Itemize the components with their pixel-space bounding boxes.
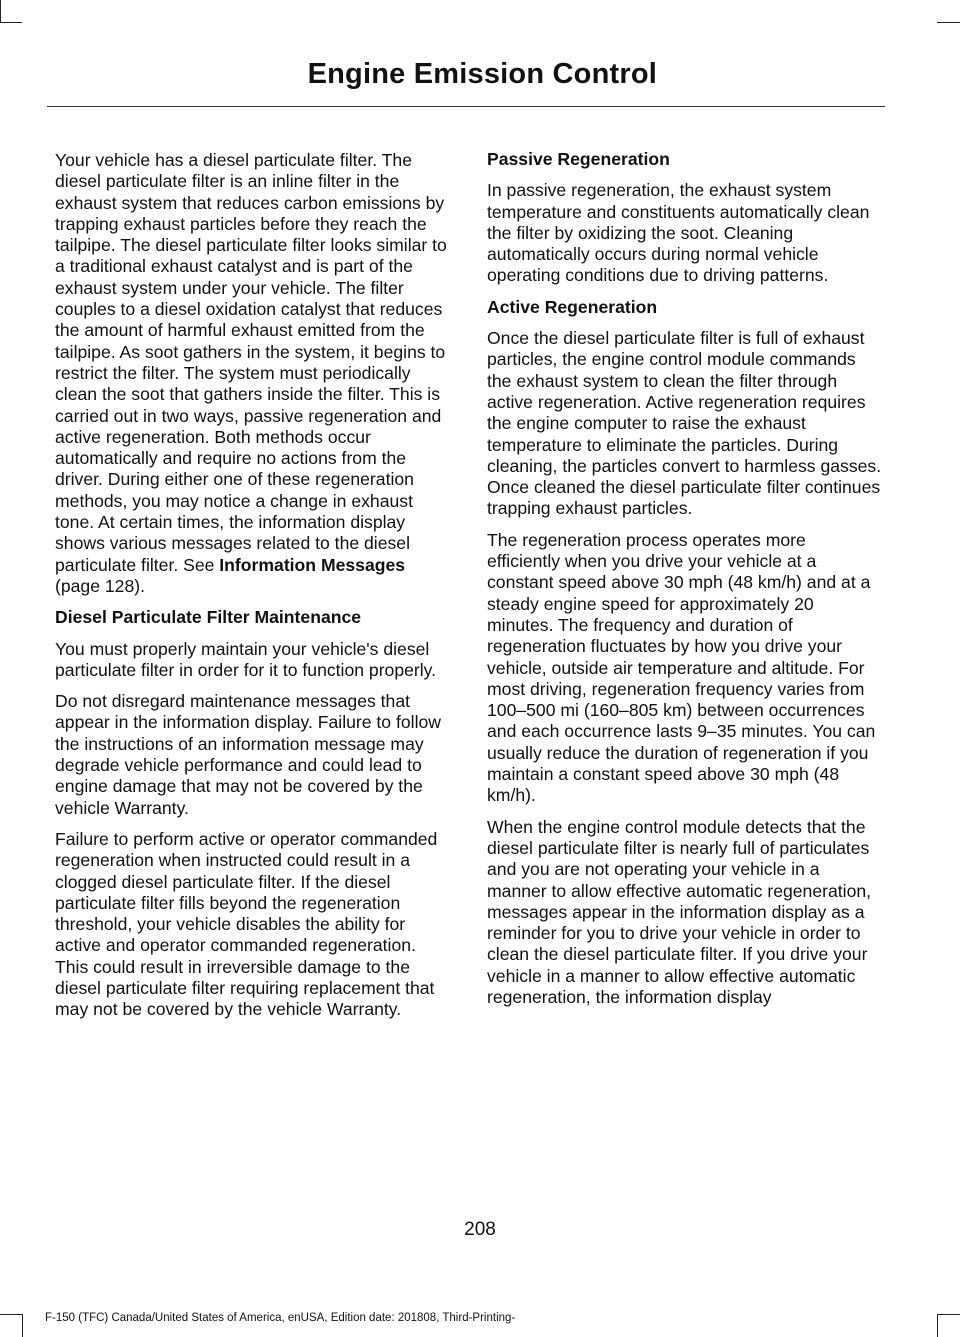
edition-footer: F-150 (TFC) Canada/United States of America, enUSA, Edition date: 201808, Third-Printing- bbox=[45, 1312, 516, 1324]
crop-mark-bottom-right-h bbox=[937, 1314, 960, 1315]
crop-mark-bottom-left-v bbox=[22, 1314, 23, 1337]
maintenance-heading: Diesel Particulate Filter Maintenance bbox=[55, 607, 362, 628]
header-divider bbox=[47, 106, 885, 107]
passive-regeneration-heading: Passive Regeneration bbox=[487, 149, 670, 169]
crop-mark-top-left bbox=[0, 0, 1, 22]
crop-mark-top-left-h bbox=[0, 22, 22, 23]
intro-page-ref: (page 128). bbox=[55, 575, 145, 596]
active-regeneration-paragraph: When the engine control module detects that the diesel particulate filter is nearly full of particulates and you are not operating your vehicle in a manner to allow effective automatic regeneration, messages appear in the information display as a reminder for you to drive your vehicle in order to clean the diesel particulate filter. If you drive your vehicle in a manner to allow effective automatic regeneration, the information display bbox=[487, 816, 872, 1007]
intro-paragraph bbox=[55, 150, 447, 597]
page-number: 208 bbox=[464, 1219, 496, 1240]
right-column bbox=[487, 149, 882, 1018]
active-regeneration-heading: Active Regeneration bbox=[487, 296, 658, 317]
maintenance-paragraph: Do not disregard maintenance messages that appear in the information display. Failure to follow the instructions of an information message may degrade vehicle performance and could lead to engine damage that may not be covered by the vehicle Warranty. bbox=[55, 691, 441, 818]
intro-paragraph-text: Your vehicle has a diesel particulate filter. The diesel particulate filter is an inline filter in the exhaust system that reduces carbon emissions by trapping exhaust particles before they reach the tailpipe. The diesel particulate filter looks similar to a traditional exhaust catalyst and is part of the exhaust system under your vehicle. The filter couples to a diesel oxidation catalyst that reduces the amount of harmful exhaust emitted from the tailpipe. As soot gathers in the system, it begins to restrict the filter. The system must periodically clean the soot that gathers inside the filter. This is carried out in two ways, passive regeneration and active regeneration. Both methods occur automatically and require no actions from the driver. During either one of these regeneration methods, you may notice a change in exhaust tone. At certain times, the information display shows various messages related to the diesel particulate filter. See bbox=[55, 150, 447, 575]
information-messages-link[interactable]: Information Messages bbox=[219, 554, 406, 575]
crop-mark-bottom-right bbox=[937, 1314, 938, 1337]
crop-mark-bottom-left bbox=[0, 1314, 22, 1315]
active-regeneration-paragraph: Once the diesel particulate filter is full of exhaust particles, the engine control module commands the exhaust system to clean the filter through active regeneration. Active regeneration requires the engine computer to raise the exhaust temperature to eliminate the particles. During cleaning, the particles convert to harmless gasses. Once cleaned the diesel particulate filter continues trapping exhaust particles. bbox=[487, 328, 882, 519]
crop-mark-top-right bbox=[937, 22, 960, 23]
left-column bbox=[55, 150, 447, 1031]
maintenance-paragraph: Failure to perform active or operator commanded regeneration when instructed could result in a clogged diesel particulate filter. If the diesel particulate filter fills beyond the regeneration threshold, your vehicle disables the ability for active and operator commanded regeneration. This could result in irreversible damage to the diesel particulate filter requiring replacement that may not be covered by the vehicle Warranty. bbox=[55, 828, 438, 1020]
page-title: Engine Emission Control bbox=[307, 58, 657, 90]
active-regeneration-paragraph: The regeneration process operates more efficiently when you drive your vehicle at a constant speed above 30 mph (48 km/h) and at a steady engine speed for approximately 20 minutes. The frequency and duration of regeneration fluctuates by how you drive your vehicle, outside air temperature and altitude. For most driving, regeneration frequency varies from 100–500 mi (160–805 km) between occurrences and each occurrence lasts 9–35 minutes. You can usually reduce the duration of regeneration if you maintain a constant speed above 30 mph (48 km/h). bbox=[487, 529, 876, 806]
maintenance-paragraph: You must properly maintain your vehicle's diesel particulate filter in order for it to function properly. bbox=[55, 638, 437, 680]
passive-regeneration-paragraph: In passive regeneration, the exhaust system temperature and constituents automatically clean the filter by oxidizing the soot. Cleaning automatically occurs during normal vehicle operating conditions due to driving patterns. bbox=[487, 180, 870, 286]
